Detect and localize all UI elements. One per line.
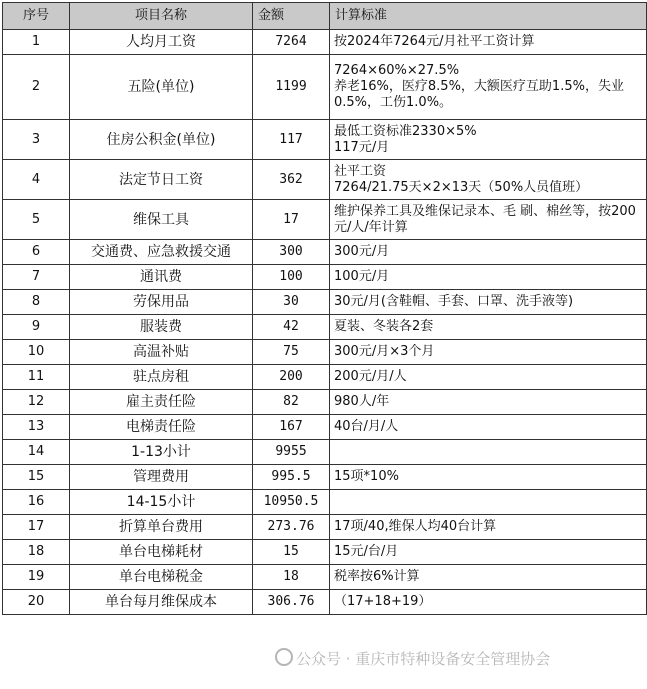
cell-standard	[330, 490, 647, 515]
cell-amount: 15	[253, 540, 330, 565]
cell-no: 7	[3, 265, 70, 290]
cell-amount: 100	[253, 265, 330, 290]
cell-no: 3	[3, 120, 70, 160]
cell-standard: 980人/年	[330, 390, 647, 415]
cell-name: 管理费用	[70, 465, 253, 490]
header-row	[3, 3, 647, 30]
cell-standard: 300元/月×3个月	[330, 340, 647, 365]
cell-name: 五险(单位)	[70, 55, 253, 120]
cell-no: 15	[3, 465, 70, 490]
cell-standard: 社平工资 7264/21.75天×2×13天（50%人员值班）	[330, 160, 647, 200]
cell-amount: 82	[253, 390, 330, 415]
cell-amount: 167	[253, 415, 330, 440]
cell-standard: 15元/台/月	[330, 540, 647, 565]
cell-no: 14	[3, 440, 70, 465]
cell-amount: 117	[253, 120, 330, 160]
table-row	[3, 590, 647, 615]
cell-standard: 15项*10%	[330, 465, 647, 490]
header-amount: 金额	[253, 3, 330, 30]
cell-name: 通讯费	[70, 265, 253, 290]
table-row	[3, 465, 647, 490]
cell-no: 1	[3, 30, 70, 55]
cell-name: 电梯责任险	[70, 415, 253, 440]
cell-no: 17	[3, 515, 70, 540]
cell-amount: 17	[253, 200, 330, 240]
cell-name: 劳保用品	[70, 290, 253, 315]
cell-amount: 300	[253, 240, 330, 265]
cell-name: 雇主责任险	[70, 390, 253, 415]
header-name: 项目名称	[70, 3, 253, 30]
cell-standard: 最低工资标准2330×5% 117元/月	[330, 120, 647, 160]
cell-amount: 362	[253, 160, 330, 200]
table-row	[3, 340, 647, 365]
cell-name: 折算单台费用	[70, 515, 253, 540]
cell-name: 人均月工资	[70, 30, 253, 55]
cell-name: 14-15小计	[70, 490, 253, 515]
table-row	[3, 490, 647, 515]
cell-name: 1-13小计	[70, 440, 253, 465]
cell-standard: 40台/月/人	[330, 415, 647, 440]
cell-no: 6	[3, 240, 70, 265]
cell-standard: 税率按6%计算	[330, 565, 647, 590]
cell-no: 19	[3, 565, 70, 590]
cell-no: 13	[3, 415, 70, 440]
cell-standard: 夏装、冬装各2套	[330, 315, 647, 340]
table-row	[3, 120, 647, 160]
header-standard: 计算标准	[330, 3, 647, 30]
cell-standard: （17+18+19）	[330, 590, 647, 615]
table-row	[3, 440, 647, 465]
cell-amount: 10950.5	[253, 490, 330, 515]
cell-name: 法定节日工资	[70, 160, 253, 200]
cell-amount: 9955	[253, 440, 330, 465]
table-row	[3, 30, 647, 55]
table-row	[3, 315, 647, 340]
cell-standard: 100元/月	[330, 265, 647, 290]
cell-no: 8	[3, 290, 70, 315]
cell-name: 交通费、应急救援交通	[70, 240, 253, 265]
cell-standard: 17项/40,维保人均40台计算	[330, 515, 647, 540]
cell-no: 4	[3, 160, 70, 200]
cell-name: 单台电梯耗材	[70, 540, 253, 565]
table-row	[3, 290, 647, 315]
cell-amount: 273.76	[253, 515, 330, 540]
watermark-text: 公众号 · 重庆市特种设备安全管理协会	[296, 650, 551, 668]
header-no: 序号	[3, 3, 70, 30]
cell-name: 单台每月维保成本	[70, 590, 253, 615]
cell-standard: 200元/月/人	[330, 365, 647, 390]
cell-no: 2	[3, 55, 70, 120]
cell-standard: 30元/月(含鞋帽、手套、口罩、洗手液等)	[330, 290, 647, 315]
cell-amount: 200	[253, 365, 330, 390]
cell-standard: 300元/月	[330, 240, 647, 265]
table-row	[3, 200, 647, 240]
cell-no: 16	[3, 490, 70, 515]
table-row	[3, 265, 647, 290]
cell-no: 11	[3, 365, 70, 390]
cell-no: 9	[3, 315, 70, 340]
table-row	[3, 390, 647, 415]
cell-standard: 维护保养工具及维保记录本、毛 刷、棉丝等，按200元/人/年计算	[330, 200, 647, 240]
table-row	[3, 55, 647, 120]
cell-name: 高温补贴	[70, 340, 253, 365]
cell-amount: 995.5	[253, 465, 330, 490]
table-row	[3, 160, 647, 200]
cell-standard: 7264×60%×27.5% 养老16%，医疗8.5%，大额医疗互助1.5%，失业0.5%，工伤1.0%。	[330, 55, 647, 120]
table-row	[3, 240, 647, 265]
maintenance-cost-table	[2, 2, 647, 615]
cell-name: 维保工具	[70, 200, 253, 240]
cell-standard	[330, 440, 647, 465]
table-row	[3, 415, 647, 440]
cell-no: 5	[3, 200, 70, 240]
wechat-icon	[275, 648, 293, 666]
cell-amount: 42	[253, 315, 330, 340]
cell-no: 12	[3, 390, 70, 415]
cell-name: 住房公积金(单位)	[70, 120, 253, 160]
table-row	[3, 540, 647, 565]
cell-amount: 306.76	[253, 590, 330, 615]
cell-no: 20	[3, 590, 70, 615]
cell-standard: 按2024年7264元/月社平工资计算	[330, 30, 647, 55]
cell-name: 单台电梯税金	[70, 565, 253, 590]
cell-amount: 30	[253, 290, 330, 315]
cell-name: 驻点房租	[70, 365, 253, 390]
cell-no: 10	[3, 340, 70, 365]
cell-no: 18	[3, 540, 70, 565]
watermark	[275, 648, 550, 669]
cell-amount: 75	[253, 340, 330, 365]
table-row	[3, 515, 647, 540]
cell-name: 服装费	[70, 315, 253, 340]
cell-amount: 7264	[253, 30, 330, 55]
cell-amount: 18	[253, 565, 330, 590]
cell-amount: 1199	[253, 55, 330, 120]
table-row	[3, 365, 647, 390]
table-row	[3, 565, 647, 590]
